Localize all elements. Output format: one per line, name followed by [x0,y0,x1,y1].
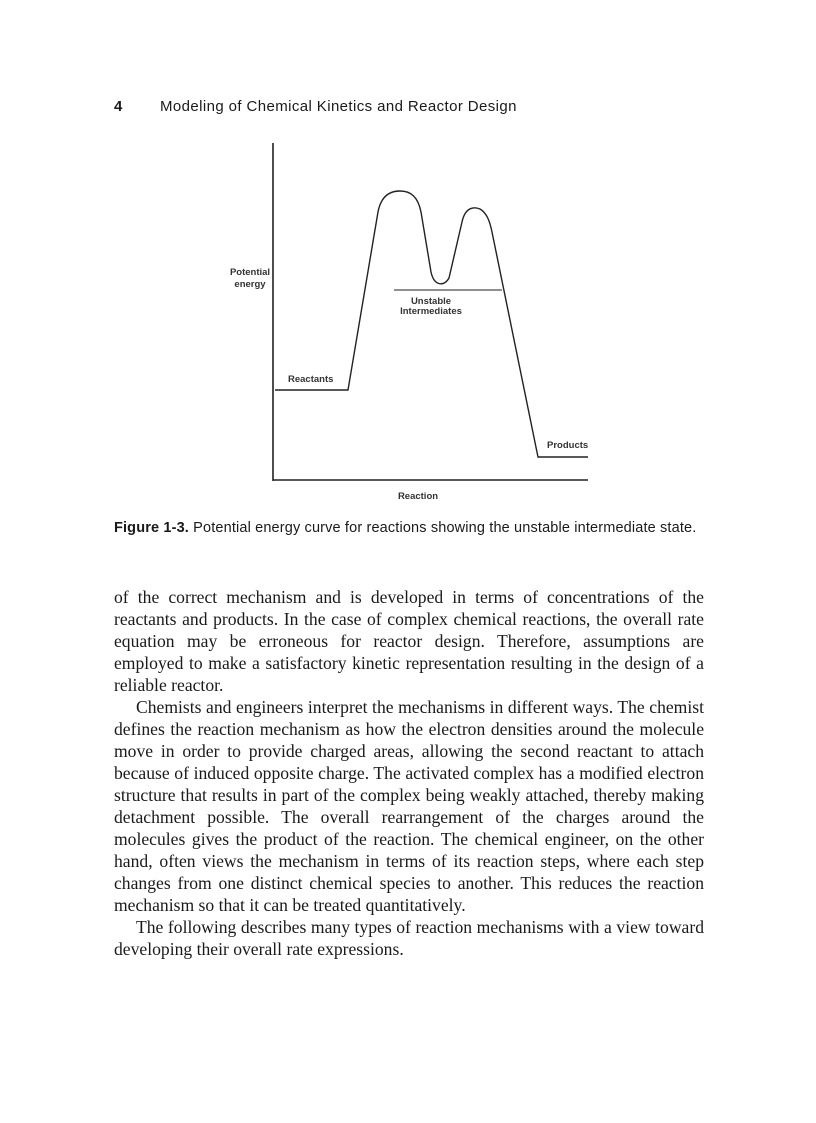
caption-text: Potential energy curve for reactions showing the unstable intermediate state. [193,520,697,536]
label-products: Products [547,440,589,451]
paragraph-3: The following describes many types of reaction mechanisms with a view toward developing their overall rate expressions. [114,917,704,959]
body-text [114,586,704,960]
figure-caption [114,518,706,538]
y-axis-label-line1: Potential [229,267,271,278]
y-axis-label-line2: energy [234,279,266,290]
potential-energy-diagram [0,0,816,510]
caption-label: Figure 1-3. [114,520,189,536]
paragraph-1: of the correct mechanism and is developed in terms of concentrations of the reactants and products. In the case of complex chemical reactions, the overall rate equation may be erroneous for reactor design. Therefore, assumptions are employed to make a satisfactory kinetic representation resulting in the design of a reliable reactor. [114,587,704,695]
label-reactants: Reactants [288,374,334,385]
page-number: 4 [114,98,123,115]
label-intermediates-line2: Intermediates [400,306,462,317]
paragraph-2: Chemists and engineers interpret the mechanisms in different ways. The chemist defines the reaction mechanism as how the electron densities around the molecule move in order to provide charged areas, allowing the second reactant to attach because of induced opposite charge. The activated complex has a modified electron structure that results in part of the complex being weakly attached, thereby making detachment possible. The overall rearrangement of the charges around the molecules gives the product of the reaction. The chemical engineer, on the other hand, often views the mechanism in terms of its reaction steps, where each step changes from one distinct chemical species to another. This reduces the reaction mechanism so that it can be treated quantitatively. [114,697,704,915]
x-axis-label: Reaction [397,491,439,502]
label-intermediates-line1: Unstable [410,296,452,307]
book-title: Modeling of Chemical Kinetics and Reactor Design [160,98,517,115]
energy-curve [275,191,588,457]
potential-energy-figure [0,0,816,510]
